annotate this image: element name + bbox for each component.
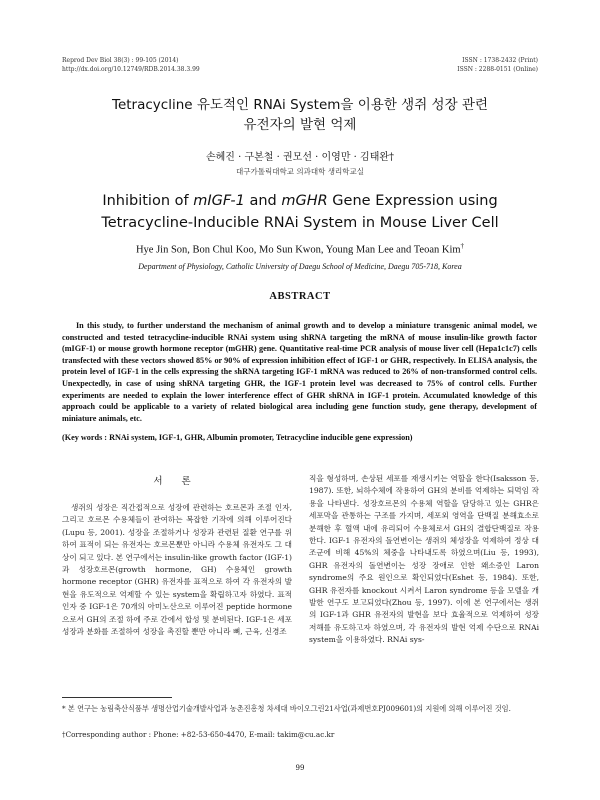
author-list: Hye Jin Son, Bon Chul Koo, Mo Sun Kwon, Young Man Lee and Teoan Kim — [135, 244, 461, 256]
english-authors — [0, 242, 600, 256]
korean-title-line2: 유전자의 발현 억제 — [243, 117, 357, 133]
abstract-text: In this study, to further understand the mechanism of animal growth and to develop a miniature transgenic animal model, we constructed and tested tetracycline-inducible RNAi system using shRNA targeting the mRNA of mouse insulin-like growth factor (mIGF-1) or mouse growth hormone receptor (mGHR) gene. Quantitative real-time PCR analysis of mouse liver cell (Hepa1c1c7) cells transfected with these vectors showed 85% or 90% of expression inhibition effect of IGF-1 or GHR, respectively. In ELISA analysis, the protein level of IGF-1 in the cells expressing the shRNA targeting IGF-1 mRNA was reduced to 26% of non-transformed control cells. Unexpectedly, in case of using shRNA targeting GHR, the IGF-1 protein level was decreased to 75% of control cells. Further experiments are needed to explain the lower interference effect of GHR shRNA in IGF-1 protein. Accumulated knowledge of this approach could be applicable to a variety of related biological area including gene function study, gene therapy, development of miniature animals, etc. — [62, 321, 537, 423]
korean-authors: 손혜진 · 구본철 · 권모선 · 이영만 · 김태완† — [205, 152, 395, 163]
section-title-introduction: 서 론 — [153, 476, 199, 487]
gene-name-igf1: mIGF-1 — [193, 193, 245, 209]
korean-affiliation: 대구가톨릭대학교 의과대학 생리학교실 — [236, 167, 364, 176]
body-column-left: 생쥐의 성장은 직간접적으로 성장에 관련하는 호르몬과 조절 인자, 그리고 호르몬 수용체들이 관여하는 복잡한 기작에 의해 이루어진다(Lupu 등, 2001). 성장을 조절하거나 성장과 관련된 질환 연구를 위하여 표적이 되는 유전자는 호르몬뿐만 아니라 수용체 유전자도 그 대상이 되고 있다. 본 연구에서는 insulin-like growth factor (IGF-1)과 성장호르몬(growth hormone, GH) 수용체인 growth hormone receptor (GHR) 유전자를 표적으로 하여 각 유전자의 발현을 유도적으로 억제할 수 있는 system을 확립하고자 하였다. 표적 인자 중 IGF-1은 70개의 아미노산으로 이루어진 peptide hormone으로서 GH의 조절 하에 주로 간에서 합성 및 분비된다. IGF-1은 세포성장과 분화를 조절하여 성장을 촉진할 뿐만 아니라 뼈, 근육, 신경조 — [62, 503, 292, 637]
english-affiliation: Department of Physiology, Catholic University of Daegu School of Medicine, Daegu 705-718, Korea — [138, 262, 462, 271]
dagger-mark: † — [460, 242, 465, 250]
body-column-right: 직을 형성하며, 손상된 세포를 재생시키는 역할을 한다(Isaksson 등, 1987). 또한, 뇌하수체에 작용하여 GH의 분비를 억제하는 되먹임 작용을 나타낸다. 성장호르몬의 수용체 역할을 담당하고 있는 GHR은 세포막을 관통하는 구조를 가지며, 세포외 영역을 단백질 분해효소로 분해한 후 혈액 내에 유리되어 수용체로서 GH의 결합단백질로 작용한다. IGF-1 유전자의 돌연변이는 생쥐의 체성장을 억제하여 정상 대조군에 비해 45%의 체중을 나타내도록 하였으며(Liu 등, 1993), GHR 유전자의 돌연변이는 성장 장애로 인한 왜소증인 Laron syndrome의 주요 원인으로 확인되었다(Eshet 등, 1984). 또한, GHR 유전자를 knockout 시켜서 Laron syndrome 등을 모델을 개발한 연구도 보고되었다(Zhou 등, 1997). 이에 본 연구에서는 생쥐의 IGF-1과 GHR 유전자의 발현을 보다 효율적으로 억제하여 성장 저해를 유도하고자 하였으며, 각 유전자의 발현 억제 수단으로 RNAi system을 이용하였다. RNAi sys- — [309, 474, 539, 645]
gene-name-ghr: mGHR — [281, 193, 328, 209]
issn-print: ISSN : 1738-2432 (Print) — [462, 57, 538, 64]
funding-footnote: * 본 연구는 농림축산식품부 생명산업기술개발사업과 농촌진흥청 차세대 바이오그린21사업(과제번호PJ009601)의 지원에 의해 이루어진 것임. — [62, 704, 511, 713]
korean-title-line1: Tetracycline 유도적인 RNAi System을 이용한 생쥐 성장 관련 — [112, 97, 488, 113]
journal-header-right — [457, 56, 538, 74]
journal-header-left — [62, 56, 200, 74]
english-title-line2: Tetracycline-Inducible RNAi System in Mouse Liver Cell — [101, 215, 499, 231]
abstract-heading: ABSTRACT — [269, 291, 331, 302]
keywords: (Key words : RNAi system, IGF-1, GHR, Albumin promoter, Tetracycline inducible gene expression) — [62, 433, 413, 442]
journal-citation: Reprod Dev Biol 38(3) : 99-105 (2014) — [62, 57, 179, 64]
title-prefix: Inhibition of — [102, 193, 194, 209]
corresponding-author-footnote: †Corresponding author : Phone: +82-53-650-4470, E-mail: takim@cu.ac.kr — [62, 730, 335, 739]
issn-online: ISSN : 2288-0151 (Online) — [457, 66, 538, 73]
title-and: and — [244, 193, 282, 209]
page-number: 99 — [295, 764, 305, 772]
english-title-line1 — [0, 191, 600, 212]
title-suffix: Gene Expression using — [327, 193, 498, 209]
doi-link[interactable]: http://dx.doi.org/10.12749/RDB.2014.38.3.99 — [62, 66, 200, 73]
footnote-rule — [62, 697, 172, 698]
